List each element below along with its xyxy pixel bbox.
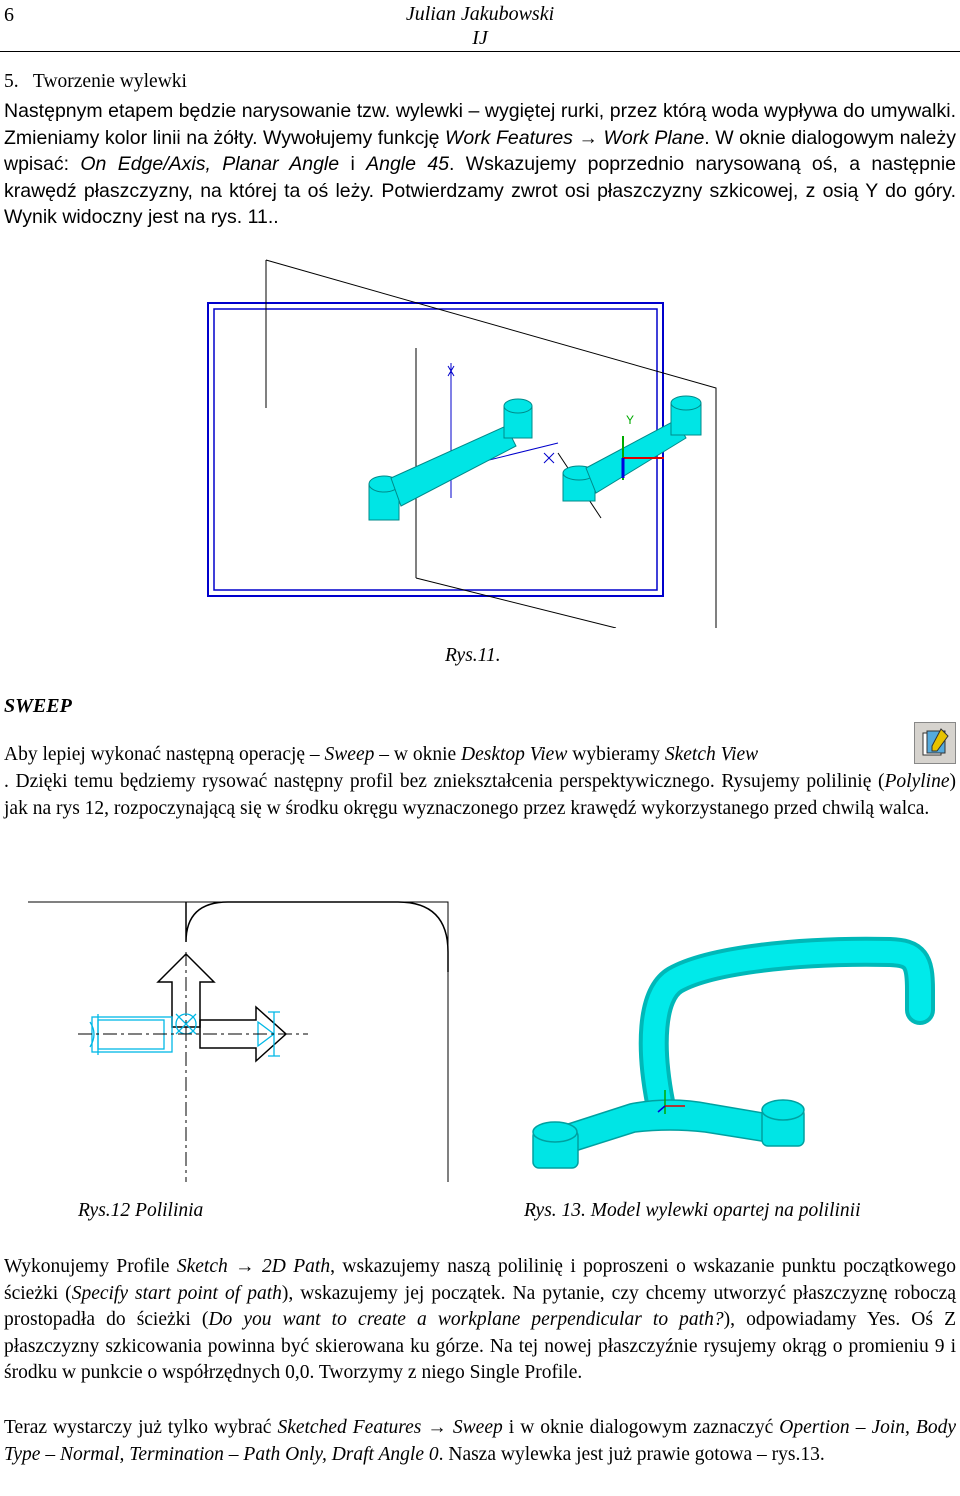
figure-11-caption: Rys.11. bbox=[445, 645, 501, 666]
figure-13-caption: Rys. 13. Model wylewki opartej na polilinii bbox=[524, 1200, 861, 1221]
figure-11-workplane bbox=[186, 248, 776, 628]
section-title: Tworzenie wylewki bbox=[32, 71, 187, 92]
profile-sketch-paragraph: Wykonujemy Profile Sketch → 2D Path, wskazujemy naszą polilinię i poproszeni o wskazanie punktu początkowego ścieżki (Specify start point of path), wskazujemy jej początek. Na pytanie, czy chcemy utworzyć płaszczyznę roboczą prostopadła do ścieżki (Do you want to create a workplane perpendicular to path?), odpowiadamy Yes. Oś Z płaszczyzny szkicowania powinna być skierowana ku górze. Na tej nowej płaszczyźnie rysujemy okrąg o promieniu 9 i środku w punkcie o współrzędnych 0,0. Tworzymy z niego Single Profile. bbox=[4, 1256, 957, 1383]
header-rule bbox=[0, 51, 960, 52]
author-name: Julian Jakubowski bbox=[405, 3, 555, 25]
running-header bbox=[0, 2, 960, 50]
figure-12-polyline bbox=[28, 862, 476, 1182]
section-number: 5. bbox=[4, 71, 19, 92]
page-number: 6 bbox=[4, 4, 14, 26]
section5-paragraph: Następnym etapem będzie narysowanie tzw. wylewki – wygiętej rurki, przez którą woda wypływa do umywalki. Zmieniamy kolor linii na żółty. Wywołujemy funkcję Work Features → Work Plane. W oknie dialogowym należy wpisać: On Edge/Axis, Planar Angle i Angle 45. Wskazujemy poprzednio narysowaną oś, a następnie krawędź płaszczyzny, na której ta oś leży. Potwierdzamy zwrot osi płaszczyzny szkicowej, z osią Y do góry. Wynik widoczny jest na rys. 11.. bbox=[4, 100, 957, 228]
author-initials: IJ bbox=[472, 27, 488, 49]
sweep-paragraph: . Dzięki temu będziemy rysować następny profil bez zniekształcenia perspektywicznego. Rysujemy polilinię (Polyline) jak na rys 12, rozpoczynającą się w środku okręgu wyznaczonego przez krawędź wykorzystanego przed chwilą walca. bbox=[4, 771, 956, 819]
figure-13-faucet-model bbox=[500, 880, 940, 1190]
sweep-feature-paragraph: Teraz wystarczy już tylko wybrać Sketched Features → Sweep i w oknie dialogowym zaznaczyć Opertion – Join, Body Type – Normal, Termination – Path Only, Draft Angle 0. Nasza wylewka jest już prawie gotowa – rys.13. bbox=[4, 1417, 956, 1465]
section-heading bbox=[4, 71, 187, 93]
sweep-heading: SWEEP bbox=[4, 695, 72, 717]
figure-12-caption: Rys.12 Polilinia bbox=[78, 1200, 204, 1221]
axis-y-label: Y bbox=[626, 413, 635, 427]
sweep-paragraph-line1: Aby lepiej wykonać następną operację – Sweep – w oknie Desktop View wybieramy Sketch View bbox=[4, 744, 759, 765]
sketch-view-icon bbox=[914, 722, 956, 764]
